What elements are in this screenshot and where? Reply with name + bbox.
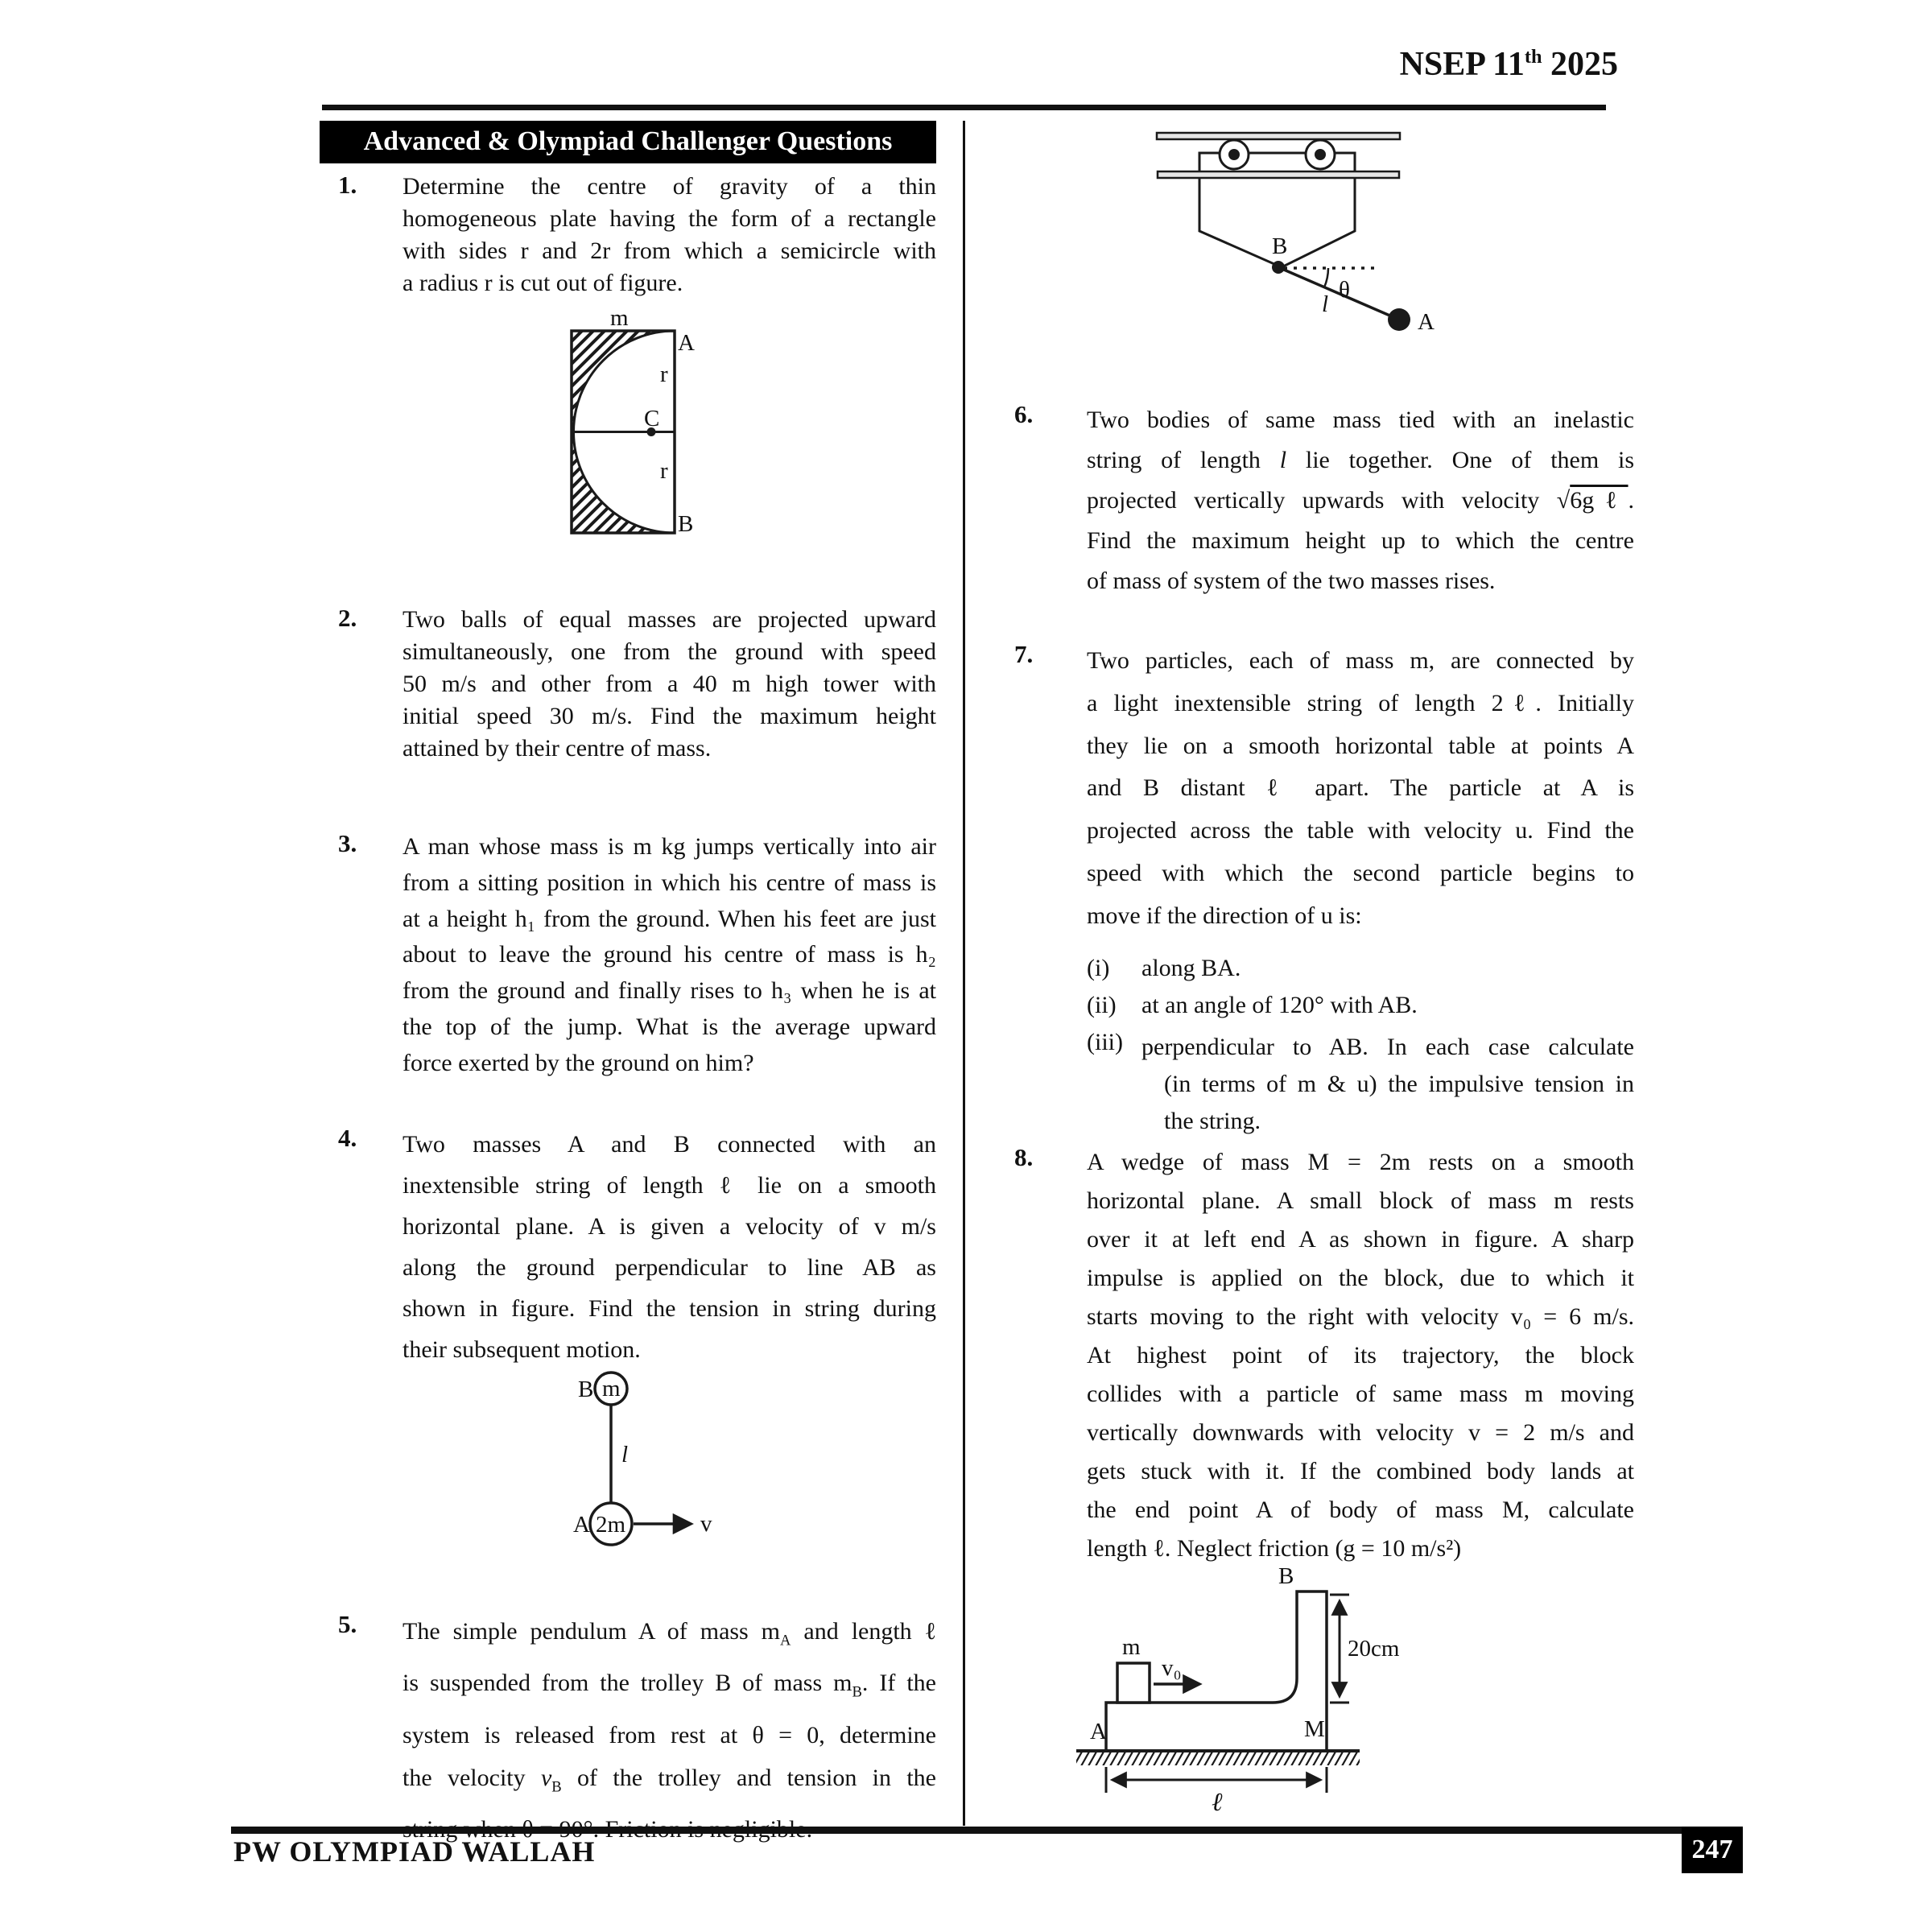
question-4-text: [402, 1124, 936, 1370]
text-line: attained by their centre of mass.: [402, 735, 712, 762]
text-line: homogeneous plate having the form of a rectangle: [402, 205, 936, 232]
text-line: projected across the table with velocity u. Find the: [1087, 817, 1634, 844]
text-line: their subsequent motion.: [402, 1336, 641, 1363]
question-7-text: [1087, 640, 1634, 938]
rail-top: [1157, 133, 1400, 139]
text-line: shown in figure. Find the tension in string during: [402, 1295, 936, 1322]
rail-bottom: [1158, 171, 1399, 178]
label-B: B: [1272, 233, 1288, 259]
question-2-text: [402, 604, 936, 765]
label-B: B: [678, 511, 694, 537]
question-8-text: [1087, 1143, 1634, 1568]
question-3-text: [402, 829, 936, 1082]
label-m: m: [1122, 1634, 1141, 1660]
label-r-bottom: r: [660, 458, 668, 484]
label-v0: v₀: [1162, 1655, 1182, 1681]
question-2-number: 2.: [338, 604, 357, 632]
text-line: At highest point of its trajectory, the block: [1087, 1342, 1634, 1368]
list-item-iii-marker: (iii): [1087, 1029, 1123, 1055]
text-line: A man whose mass is m kg jumps vertically into air: [402, 833, 936, 860]
text-line: move if the direction of u is:: [1087, 902, 1362, 929]
label-A: A: [1090, 1719, 1107, 1744]
question-1-number: 1.: [338, 171, 357, 199]
label-l: l: [1322, 291, 1329, 317]
label-A: A: [1418, 309, 1435, 335]
text-line: with sides r and 2r from which a semicircle with: [402, 237, 936, 264]
text-line: from the ground and finally rises to h₃ when he is at: [402, 977, 936, 1005]
text-line: projected vertically upwards with velocity √6gℓ.: [1087, 487, 1635, 514]
text-line: simultaneously, one from the ground with speed: [402, 638, 936, 665]
text-line: Determine the centre of gravity of a thin: [402, 173, 936, 200]
text-line: the end point A of body of mass M, calculate: [1087, 1496, 1634, 1523]
label-C: C: [644, 406, 660, 431]
text-line: The simple pendulum A of mass $m_A$ and length ℓ: [402, 1618, 936, 1649]
question-8-number: 8.: [1014, 1143, 1034, 1171]
text-line: horizontal plane. A small block of mass m rests: [1087, 1187, 1634, 1214]
question-4-number: 4.: [338, 1124, 357, 1152]
text-line: from a sitting position in which his centre of mass is: [402, 869, 936, 896]
question-5-text: [402, 1610, 936, 1851]
text-line: the top of the jump. What is the average upward: [402, 1013, 936, 1040]
question-7-number: 7.: [1014, 640, 1034, 668]
text-line: of mass of system of the two masses rises.: [1087, 568, 1496, 594]
label-20cm: 20cm: [1348, 1636, 1400, 1662]
text-line: (in terms of m & u) the impulsive tension in: [1164, 1071, 1634, 1097]
bob-A: [1388, 308, 1410, 331]
question-1-text: [402, 171, 936, 299]
text-line: Two particles, each of mass m, are connected by: [1087, 647, 1634, 674]
list-item-i-text: along BA.: [1141, 955, 1241, 981]
figure-two-masses-string: [555, 1367, 741, 1564]
list-item-i-marker: (i): [1087, 955, 1110, 981]
text-line: is suspended from the trolley B of mass $m_B$. If the: [402, 1670, 936, 1701]
list-item-iii-text: [1141, 1029, 1634, 1140]
text-line: along the ground perpendicular to line AB as: [402, 1254, 936, 1281]
text-line: A wedge of mass M = 2m rests on a smooth: [1087, 1149, 1634, 1175]
sqrt-expression: √6gℓ: [1556, 487, 1629, 514]
figure-wedge-block: [1071, 1566, 1417, 1815]
text-line: initial speed 30 m/s. Find the maximum height: [402, 703, 936, 729]
footer-rule: [231, 1827, 1743, 1834]
text-line: gets stuck with it. If the combined body lands at: [1087, 1458, 1634, 1484]
question-5-number: 5.: [338, 1610, 357, 1638]
wheel-right-hub: [1315, 149, 1326, 160]
label-v: v: [700, 1511, 712, 1537]
list-item-ii-text: at an angle of 120° with AB.: [1141, 992, 1418, 1018]
text-line: impulse is applied on the block, due to which it: [1087, 1265, 1634, 1291]
text-line: and B distant ℓ apart. The particle at A is: [1087, 774, 1634, 802]
text-line: over it at left end A as shown in figure. A sharp: [1087, 1226, 1634, 1253]
page-number-badge: 247: [1682, 1827, 1743, 1873]
question-3-number: 3.: [338, 829, 357, 857]
label-B: B: [578, 1377, 594, 1402]
label-A: A: [573, 1512, 590, 1538]
block-m: [1117, 1663, 1150, 1703]
question-6-number: 6.: [1014, 400, 1034, 428]
text-line: starts moving to the right with velocity v₀ = 6 m/s.: [1087, 1303, 1634, 1330]
list-item-ii-marker: (ii): [1087, 992, 1117, 1018]
section-banner: Advanced & Olympiad Challenger Questions: [320, 121, 936, 163]
text-line: collides with a particle of same mass m moving: [1087, 1381, 1634, 1407]
text-line: about to leave the ground his centre of mass is h₂: [402, 941, 936, 968]
text-line: the string.: [1164, 1108, 1261, 1134]
header-rule: [322, 105, 1606, 110]
text-line: the velocity $v_B$ of the trolley and tension in the: [402, 1764, 936, 1796]
text-line: a radius r is cut out of figure.: [402, 270, 683, 296]
wheel-left-hub: [1228, 149, 1240, 160]
text-line: Find the maximum height up to which the centre: [1087, 527, 1634, 554]
figure-plate-semicircle: [555, 312, 716, 547]
label-r-top: r: [660, 361, 668, 387]
text-line: speed with which the second particle begins to: [1087, 859, 1634, 886]
text-line: a light inextensible string of length 2ℓ. Initially: [1087, 689, 1634, 716]
label-M: M: [1304, 1716, 1325, 1742]
label-mass-a: 2m: [596, 1512, 626, 1538]
text-line: force exerted by the ground on him?: [402, 1049, 754, 1076]
question-6-text: [1087, 400, 1634, 601]
label-l: l: [621, 1442, 629, 1468]
text-line: at a height h₁ from the ground. When his feet are just: [402, 905, 936, 932]
label-length: ℓ: [1212, 1787, 1223, 1815]
text-line: length ℓ. Neglect friction (g = 10 m/s²): [1087, 1535, 1462, 1562]
label-theta: θ: [1339, 277, 1350, 303]
text-line: 50 m/s and other from a 40 m high tower with: [402, 671, 936, 697]
text-line: Two bodies of same mass tied with an inelastic: [1087, 407, 1634, 433]
text-line: perpendicular to AB. In each case calculate: [1141, 1034, 1634, 1060]
pivot-B-dot: [1272, 261, 1285, 274]
column-divider: [963, 121, 965, 1826]
label-m: m: [610, 312, 629, 331]
page-header-title: NSEP 11th 2025: [1399, 46, 1618, 83]
label-mass-b: m: [602, 1376, 621, 1402]
text-line: Two balls of equal masses are projected upward: [402, 606, 936, 633]
footer-brand: PW OLYMPIAD WALLAH: [233, 1835, 596, 1868]
text-line: vertically downwards with velocity v = 2 m/s and: [1087, 1419, 1634, 1446]
text-line: inextensible string of length ℓ lie on a smooth: [402, 1172, 936, 1199]
text-line: Two masses A and B connected with an: [402, 1131, 936, 1158]
figure-trolley-pendulum: [1143, 122, 1465, 364]
label-A: A: [678, 330, 695, 356]
text-line: string of length l lie together. One of them is: [1087, 447, 1634, 473]
label-B: B: [1278, 1566, 1294, 1589]
text-line: they lie on a smooth horizontal table at points A: [1087, 732, 1634, 759]
ground-hatch: [1076, 1752, 1360, 1765]
text-line: system is released from rest at θ = 0, determine: [402, 1721, 936, 1748]
angle-arc: [1324, 268, 1328, 287]
text-line: horizontal plane. A is given a velocity of v m/s: [402, 1213, 936, 1240]
